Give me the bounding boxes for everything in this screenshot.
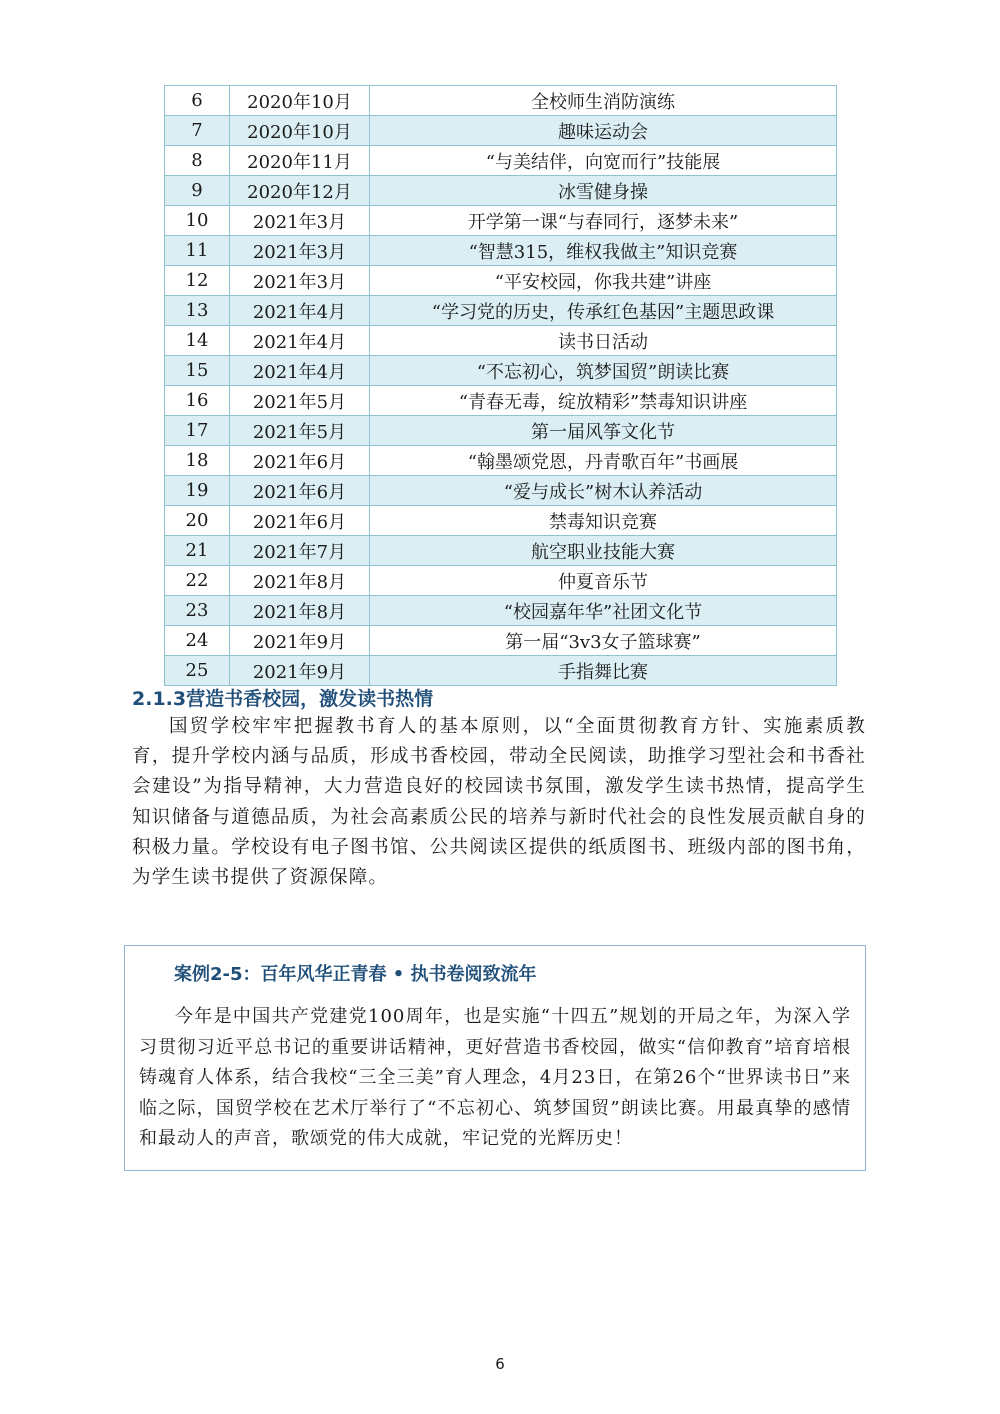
section-heading: 2.1.3营造书香校园，激发读书热情 [132, 688, 434, 710]
row-event-cell: “学习党的历史，传承红色基因”主题思政课 [370, 296, 837, 326]
row-event-cell: 冰雪健身操 [370, 176, 837, 206]
row-number-cell: 6 [165, 86, 230, 116]
row-number-cell: 7 [165, 116, 230, 146]
row-event-cell: 禁毒知识竞赛 [370, 506, 837, 536]
row-event-cell: “翰墨颂党恩，丹青歌百年”书画展 [370, 446, 837, 476]
table-row [165, 176, 837, 206]
row-date-cell: 2021年3月 [230, 236, 370, 266]
row-date-cell: 2021年3月 [230, 206, 370, 236]
case-paragraph: 今年是中国共产党建党100周年，也是实施“十四五”规划的开局之年，为深入学习贯彻习近平总书记的重要讲话精神，更好营造书香校园，做实“信仰教育”培育培根铸魂育人体系，结合我校“三全三美”育人理念，4月23日，在第26个“世界读书日”来临之际，国贸学校在艺术厅举行了“不忘初心、筑梦国贸”朗读比赛。用最真挚的感情和最动人的声音，歌颂党的伟大成就，牢记党的光辉历史！ [139, 1006, 851, 1149]
table-row [165, 566, 837, 596]
row-event-cell: 趣味运动会 [370, 116, 837, 146]
case-box [124, 945, 866, 1171]
row-number-cell: 12 [165, 266, 230, 296]
case-title: 案例2-5：百年风华正青春 • 执书卷阅致流年 [174, 964, 537, 985]
table-row [165, 206, 837, 236]
row-event-cell: 手指舞比赛 [370, 656, 837, 686]
row-number-cell: 13 [165, 296, 230, 326]
row-number-cell: 25 [165, 656, 230, 686]
table-row [165, 656, 837, 686]
row-date-cell: 2021年5月 [230, 416, 370, 446]
row-event-cell: 仲夏音乐节 [370, 566, 837, 596]
row-number-cell: 15 [165, 356, 230, 386]
table-row [165, 596, 837, 626]
row-date-cell: 2021年6月 [230, 506, 370, 536]
row-event-cell: 全校师生消防演练 [370, 86, 837, 116]
table-row [165, 446, 837, 476]
row-number-cell: 24 [165, 626, 230, 656]
row-event-cell: 航空职业技能大赛 [370, 536, 837, 566]
row-date-cell: 2021年9月 [230, 626, 370, 656]
row-number-cell: 16 [165, 386, 230, 416]
row-date-cell: 2021年8月 [230, 566, 370, 596]
table-row [165, 536, 837, 566]
row-event-cell: “智慧315，维权我做主”知识竞赛 [370, 236, 837, 266]
row-number-cell: 20 [165, 506, 230, 536]
row-event-cell: “不忘初心，筑梦国贸”朗读比赛 [370, 356, 837, 386]
table-row [165, 236, 837, 266]
row-date-cell: 2021年9月 [230, 656, 370, 686]
row-event-cell: 开学第一课“与春同行，逐梦未来” [370, 206, 837, 236]
row-number-cell: 21 [165, 536, 230, 566]
table-row [165, 266, 837, 296]
events-table [164, 85, 837, 686]
table-row [165, 146, 837, 176]
row-event-cell: 第一届“3v3女子篮球赛” [370, 626, 837, 656]
table-row [165, 476, 837, 506]
table-row [165, 296, 837, 326]
row-date-cell: 2021年3月 [230, 266, 370, 296]
row-number-cell: 19 [165, 476, 230, 506]
row-number-cell: 22 [165, 566, 230, 596]
table-row [165, 386, 837, 416]
row-date-cell: 2021年4月 [230, 326, 370, 356]
row-date-cell: 2021年7月 [230, 536, 370, 566]
section-paragraph: 国贸学校牢牢把握教书育人的基本原则，以“全面贯彻教育方针、实施素质教育，提升学校内涵与品质，形成书香校园，带动全民阅读，助推学习型社会和书香社会建设”为指导精神，大力营造良好的校园读书氛围，激发学生读书热情，提高学生知识储备与道德品质，为社会高素质公民的培养与新时代社会的良性发展贡献自身的积极力量。学校设有电子图书馆、公共阅读区提供的纸质图书、班级内部的图书角，为学生读书提供了资源保障。 [132, 716, 866, 889]
page-number: 6 [495, 1355, 505, 1373]
table-row [165, 626, 837, 656]
row-number-cell: 10 [165, 206, 230, 236]
row-event-cell: 读书日活动 [370, 326, 837, 356]
row-number-cell: 14 [165, 326, 230, 356]
row-number-cell: 23 [165, 596, 230, 626]
table-row [165, 116, 837, 146]
row-date-cell: 2021年6月 [230, 446, 370, 476]
row-number-cell: 9 [165, 176, 230, 206]
row-event-cell: “青春无毒，绽放精彩”禁毒知识讲座 [370, 386, 837, 416]
row-number-cell: 18 [165, 446, 230, 476]
row-event-cell: “爱与成长”树木认养活动 [370, 476, 837, 506]
row-date-cell: 2021年8月 [230, 596, 370, 626]
table-row [165, 416, 837, 446]
row-date-cell: 2020年10月 [230, 86, 370, 116]
row-number-cell: 8 [165, 146, 230, 176]
table-row [165, 356, 837, 386]
row-number-cell: 17 [165, 416, 230, 446]
row-event-cell: “平安校园，你我共建”讲座 [370, 266, 837, 296]
row-date-cell: 2020年12月 [230, 176, 370, 206]
table-row [165, 326, 837, 356]
row-date-cell: 2020年11月 [230, 146, 370, 176]
row-date-cell: 2021年4月 [230, 296, 370, 326]
row-date-cell: 2020年10月 [230, 116, 370, 146]
row-number-cell: 11 [165, 236, 230, 266]
row-event-cell: “校园嘉年华”社团文化节 [370, 596, 837, 626]
row-date-cell: 2021年6月 [230, 476, 370, 506]
row-event-cell: “与美结伴，向宽而行”技能展 [370, 146, 837, 176]
row-event-cell: 第一届风筝文化节 [370, 416, 837, 446]
table-row [165, 86, 837, 116]
row-date-cell: 2021年4月 [230, 356, 370, 386]
table-row [165, 506, 837, 536]
row-date-cell: 2021年5月 [230, 386, 370, 416]
events-table-body [165, 86, 837, 686]
